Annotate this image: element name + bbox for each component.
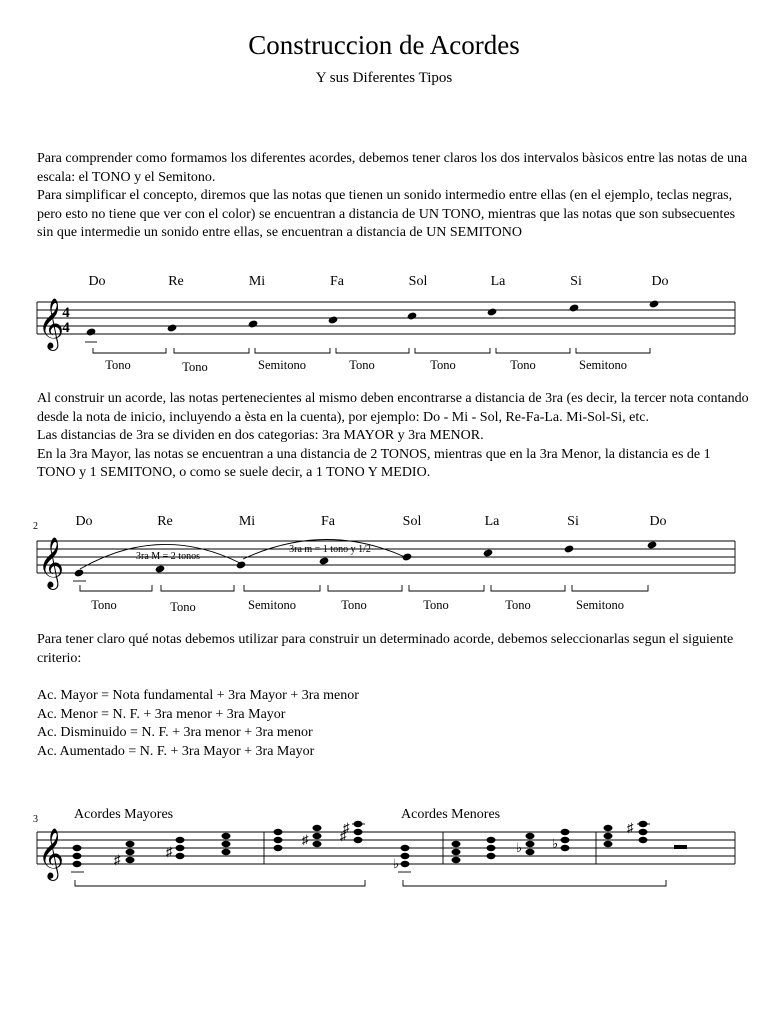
- interval-label: Tono: [349, 358, 375, 372]
- sharp-icon: ♯: [627, 820, 634, 835]
- note-head: [487, 307, 498, 316]
- interval-brackets: [80, 585, 648, 591]
- page-title: Construccion de Acordes: [248, 30, 520, 60]
- half-rest-icon: [674, 845, 687, 849]
- formula-augmented: Ac. Aumentado = N. F. + 3ra Mayor + 3ra Mayor: [37, 743, 315, 759]
- interval-label: Tono: [341, 598, 367, 612]
- interval-label: Tono: [91, 598, 117, 612]
- interval-label: Tono: [510, 358, 536, 372]
- time-signature-top: 4: [62, 305, 70, 321]
- measure-number: 2: [33, 521, 38, 532]
- note-name: Sol: [402, 514, 422, 529]
- treble-clef-icon: 𝄞: [38, 829, 65, 878]
- interval-label: Semitono: [258, 358, 306, 372]
- intro-line-1: Para comprender como formamos los diferentes acordes, debemos tener claros los dos intervalos bàsicos entre las notas de una escala: el TONO y el Semitono.: [37, 151, 748, 185]
- minor-third-label: 3ra m = 1 tono y 1/2: [289, 544, 371, 555]
- formula-minor: Ac. Menor = N. F. + 3ra menor + 3ra Mayor: [37, 706, 286, 722]
- note-name: Do: [651, 274, 669, 289]
- interval-label: Semitono: [576, 598, 624, 612]
- note-name: Mi: [248, 274, 266, 289]
- sharp-icon: ♯: [302, 832, 309, 847]
- interval-label: Semitono: [248, 598, 296, 612]
- time-signature: [62, 305, 70, 336]
- sharp-icon: ♯: [114, 852, 121, 867]
- note-name: Re: [157, 514, 173, 529]
- note-name: Fa: [321, 514, 335, 529]
- note-head: [167, 323, 178, 332]
- thirds-paragraph: [37, 390, 749, 483]
- note-head: [402, 552, 413, 561]
- chord: [604, 825, 613, 847]
- note-name: La: [484, 514, 500, 529]
- note-name: Do: [75, 514, 93, 529]
- interval-label: Tono: [423, 598, 449, 612]
- criteria-intro: Para tener claro qué notas debemos utilizar para construir un determinado acorde, debemos seleccionarlas segun el siguiente criterio:: [37, 632, 734, 666]
- chord: [452, 841, 461, 863]
- thirds-line-3: En la 3ra Mayor, las notas se encuentran a una distancia de 2 TONOS, mientras que en la 3ra Menor, la distancia es de 1 TONO y 1 SEMITONO, o como se suele decir, a 1 TONO Y MEDIO.: [37, 446, 711, 480]
- page-subtitle: Y sus Diferentes Tipos: [315, 70, 453, 86]
- staff-system-3: [0, 800, 768, 900]
- note-head: [483, 548, 494, 557]
- note-head: [564, 544, 575, 553]
- chord: [393, 845, 411, 872]
- chord: [114, 841, 135, 867]
- time-signature-bottom: 4: [62, 320, 70, 336]
- sharp-icon: ♯: [340, 828, 347, 843]
- note-names-row: [88, 274, 668, 289]
- chord: [516, 833, 535, 855]
- sharp-icon: ♯: [343, 820, 350, 835]
- staff-system-2: [0, 505, 768, 615]
- note-name: Fa: [330, 274, 344, 289]
- formula-major: Ac. Mayor = Nota fundamental + 3ra Mayor + 3ra menor: [37, 688, 359, 703]
- interval-label: Tono: [170, 600, 196, 614]
- major-group-bracket: [75, 880, 365, 886]
- intro-paragraph: [37, 150, 749, 243]
- staff-lines: [37, 302, 735, 334]
- treble-clef-icon: 𝄞: [38, 299, 65, 348]
- note-name: Sol: [408, 274, 428, 289]
- note-head: [248, 319, 259, 328]
- note-head: [328, 315, 339, 324]
- note-name: Mi: [238, 514, 256, 529]
- minor-chords-heading: Acordes Menores: [401, 807, 501, 822]
- note-head: [74, 568, 85, 577]
- note-name: Do: [649, 514, 667, 529]
- flat-icon: ♭: [516, 840, 523, 855]
- interval-label: Tono: [430, 358, 456, 372]
- intro-line-2: Para simplificar el concepto, diremos que las notas que tienen un sonido intermedio entre ellas (en el ejemplo, teclas negras, pero esto no tiene que ver con el color) se encuentran a distancia de UN TONO, mientras que las notas que son subsecuentes sin que intermedie un sonido entre ellas, se encuentran a distancia de UN SEMITONO: [37, 188, 736, 240]
- measure-number: 3: [33, 814, 38, 825]
- note-head: [649, 299, 660, 308]
- note-names-row: [75, 514, 666, 529]
- major-chords-heading: Acordes Mayores: [74, 807, 174, 822]
- flat-icon: ♭: [552, 836, 559, 851]
- minor-group-bracket: [403, 880, 666, 886]
- staff-lines: [37, 832, 735, 864]
- note-name: Si: [570, 274, 582, 289]
- chord: [71, 845, 84, 872]
- chord-formulas: [37, 687, 359, 761]
- flat-icon: ♭: [393, 856, 400, 871]
- note-head: [407, 311, 418, 320]
- sharp-icon: ♯: [166, 844, 173, 859]
- interval-label: Tono: [505, 598, 531, 612]
- major-third-label: 3ra M = 2 tonos: [136, 551, 200, 562]
- note-name: La: [490, 274, 506, 289]
- interval-label: Tono: [182, 360, 208, 374]
- criteria-paragraph: [37, 631, 749, 668]
- note-head: [319, 556, 330, 565]
- interval-label: Semitono: [579, 358, 627, 372]
- note-head: [86, 327, 97, 336]
- interval-label: Tono: [105, 358, 131, 372]
- note-head: [155, 564, 166, 573]
- treble-clef-icon: 𝄞: [38, 538, 65, 587]
- formula-diminished: Ac. Disminuido = N. F. + 3ra menor + 3ra menor: [37, 725, 313, 740]
- note-head: [647, 540, 658, 549]
- thirds-line-1: Al construir un acorde, las notas pertenecientes al mismo deben encontrarse a distancia de 3ra (es decir, la tercer nota contando desde la nota de inicio, incluyendo a èsta en la cuenta), por ejemplo: Do - Mi - Sol, Re-Fa-La. Mi-Sol-Si, etc.: [37, 391, 749, 425]
- chord: [487, 837, 496, 859]
- group-brackets: [75, 880, 666, 886]
- note-name: Re: [168, 274, 184, 289]
- staff-system-1: [0, 262, 768, 372]
- chord: [274, 829, 283, 851]
- chord: [302, 825, 322, 847]
- note-name: Do: [88, 274, 106, 289]
- notes-ascending-scale: [85, 299, 659, 342]
- interval-labels: [105, 358, 627, 374]
- note-name: Si: [567, 514, 579, 529]
- note-head: [569, 303, 580, 312]
- interval-labels: [91, 598, 624, 614]
- chord: [222, 833, 231, 855]
- thirds-line-2: Las distancias de 3ra se dividen en dos categorias: 3ra MAYOR y 3ra MENOR.: [37, 428, 484, 443]
- interval-brackets: [93, 348, 650, 353]
